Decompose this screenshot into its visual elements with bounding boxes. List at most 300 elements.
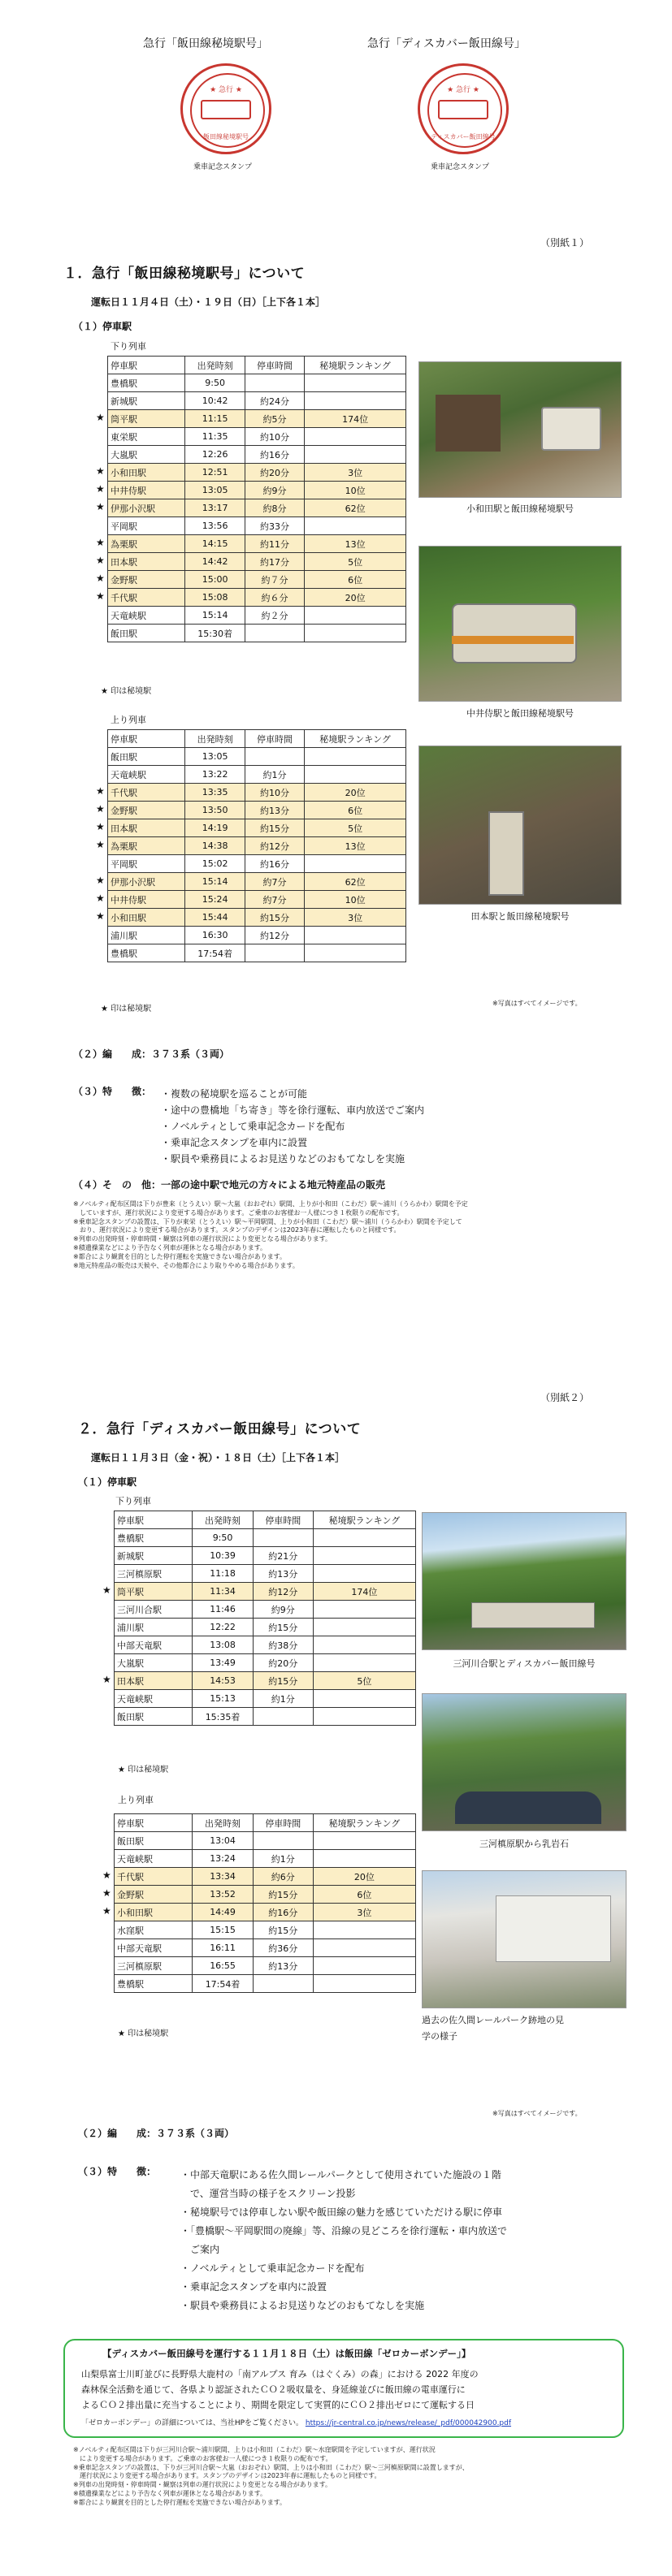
table-row (115, 1850, 416, 1868)
table-cell: 天竜峡駅 (108, 607, 185, 625)
table-cell: 飯田駅 (108, 748, 185, 766)
table-row (108, 819, 406, 837)
photo-sakuma (422, 1870, 626, 2008)
note-line: 運行状況により変更する場合があります。スタンプのデザインは2023年春に運転したものと同様です。 (73, 2472, 381, 2480)
table-row (115, 1619, 416, 1636)
table-cell: 17:54着 (185, 944, 245, 962)
table-row (108, 535, 406, 553)
table-cell: 約13分 (253, 1565, 313, 1583)
table-cell: 62位 (305, 499, 406, 517)
table-cell: 小和田駅 (108, 909, 185, 927)
table-cell: 約11分 (245, 535, 304, 553)
table-cell: 20位 (305, 784, 406, 802)
table-cell: 13:04 (193, 1832, 253, 1850)
table-cell (245, 625, 304, 642)
table-cell: 飯田駅 (108, 625, 185, 642)
table-cell: 174位 (305, 410, 406, 428)
table-row (115, 1939, 416, 1957)
hidden-station-star-icon: ★ (96, 590, 105, 602)
table-cell: 三河槙原駅 (115, 1565, 193, 1583)
table-row (108, 909, 406, 927)
table-cell (313, 1708, 415, 1726)
table-cell: 中井侍駅 (108, 482, 185, 499)
table-cell: 天竜峡駅 (115, 1690, 193, 1708)
feature-item: ・乗車記念スタンプを車内に設置 (180, 2281, 327, 2293)
table-row (108, 784, 406, 802)
table-header-row (108, 357, 406, 374)
table-cell: 約16分 (245, 855, 304, 873)
table-cell: 天竜峡駅 (115, 1850, 193, 1868)
hidden-station-star-icon: ★ (96, 821, 105, 832)
table-cell: 15:14 (185, 873, 245, 891)
table-cell: 浦川駅 (115, 1619, 193, 1636)
section1-up-table (107, 729, 406, 962)
table-cell: 17:54着 (193, 1975, 253, 1993)
table-cell: 約17分 (245, 553, 304, 571)
section1-annex: （別紙１） (540, 237, 590, 249)
table-cell: 金野駅 (108, 571, 185, 589)
note-line: していますが、運行状況により変更する場合があります。ご乗車のお客様お一人様につき１枚限りの配布です。 (73, 1208, 404, 1217)
photo-kowada (418, 361, 622, 498)
zero-carbon-link[interactable]: https://jr-central.co.jp/news/release/_pdf/000042900.pdf (305, 2419, 512, 2427)
table-cell: 約２分 (245, 607, 304, 625)
table-cell: 10位 (305, 891, 406, 909)
table-cell: 174位 (313, 1583, 415, 1601)
table-cell (305, 392, 406, 410)
table-cell: 小和田駅 (108, 464, 185, 482)
table-cell: 11:34 (193, 1583, 253, 1601)
table-cell: 約10分 (245, 428, 304, 446)
section2-title: ２．急行「ディスカバー飯田線号」について (78, 1421, 362, 1437)
table-cell: 中井侍駅 (108, 891, 185, 909)
table-row (115, 1654, 416, 1672)
table-cell: 約6分 (253, 1868, 313, 1886)
table-cell: 新城駅 (115, 1547, 193, 1565)
table-cell: 13:35 (185, 784, 245, 802)
feature-item: で、運営当時の様子をスクリーン投影 (180, 2188, 356, 2199)
hidden-station-star-icon: ★ (96, 465, 105, 477)
table-cell: 約６分 (245, 589, 304, 607)
table-cell: 13:34 (193, 1868, 253, 1886)
table-cell: 5位 (313, 1672, 415, 1690)
table-cell (305, 927, 406, 944)
table-cell: 田本駅 (115, 1672, 193, 1690)
section2-up-label: 上り列車 (118, 1795, 154, 1805)
table-cell: 62位 (305, 873, 406, 891)
table-cell: 15:35着 (193, 1708, 253, 1726)
table-cell: 金野駅 (108, 802, 185, 819)
table-cell: 中部天竜駅 (115, 1939, 193, 1957)
table-cell: 約10分 (245, 784, 304, 802)
zero-carbon-link-prefix: 「ゼロカーボンデー」の詳細については、当社HPをご覧ください。 (81, 2419, 304, 2427)
table-cell (245, 374, 304, 392)
table-header-cell: 出発時刻 (185, 730, 245, 748)
table-header-cell: 停車駅 (108, 357, 185, 374)
feature-item: ・駅員や乗務員によるお見送りなどのおもてなしを実施 (180, 2300, 425, 2311)
note-line: ※積遺操業などにより予告なく列車が運休となる場合があります。 (73, 2489, 267, 2497)
table-cell: 伊那小沢駅 (108, 873, 185, 891)
table-row (108, 607, 406, 625)
section2-features-heading: （３）特 徴： (78, 2166, 157, 2177)
table-cell: 13:52 (193, 1886, 253, 1904)
feature-item: ・ノベルティとして乗車記念カードを配布 (161, 1121, 345, 1132)
table-cell: 6位 (305, 571, 406, 589)
table-cell: 13位 (305, 535, 406, 553)
table-cell: 豊橋駅 (108, 374, 185, 392)
note-line: ※乗車記念スタンプの設置は、下りが三河川合駅〜大嵐（おおぞれ）駅間、上りは小和田（こわだ）駅〜三河槙原駅間に設置しますが、 (73, 2463, 469, 2471)
table-row (108, 766, 406, 784)
hidden-station-star-icon: ★ (96, 483, 105, 495)
note-line: ※ノベルティ配布区間は下りが豊来（とうえい）駅〜大嵐（おおぞれ）駅間、上りが小和田（こわだ）駅〜浦川（うらかわ）駅間を予定 (73, 1200, 468, 1208)
table-row (108, 410, 406, 428)
table-cell: 11:46 (193, 1601, 253, 1619)
table-cell: 豊橋駅 (115, 1529, 193, 1547)
zero-carbon-text (81, 2366, 479, 2413)
table-cell: 5位 (305, 553, 406, 571)
table-row (108, 446, 406, 464)
table-cell: 14:38 (185, 837, 245, 855)
section1-down-table (107, 356, 406, 642)
table-row (108, 517, 406, 535)
table-cell: 水窪駅 (115, 1921, 193, 1939)
table-cell: 約7分 (245, 873, 304, 891)
note-line: ※都合により観賞を目的とした停行運転を実施できない場合があります。 (73, 1252, 287, 1260)
table-row (108, 499, 406, 517)
table-header-cell: 停車時間 (245, 357, 304, 374)
note-line: ※列車の出発時刻・停車時間・観察は列車の運行状況により変更となる場合があります。 (73, 2481, 332, 2489)
section1-photo-note: ※写真はすべてイメージです。 (492, 1000, 582, 1007)
table-cell (313, 1565, 415, 1583)
table-cell (305, 766, 406, 784)
caption-tamoto: 田本駅と飯田線秘境駅号 (470, 911, 570, 922)
section1-features-heading: （３）特 徴： (73, 1086, 152, 1097)
table-cell (245, 944, 304, 962)
stamp1-label: 乗車記念スタンプ (193, 163, 253, 171)
table-cell: 14:15 (185, 535, 245, 553)
table-cell: 約1分 (253, 1690, 313, 1708)
table-cell (305, 428, 406, 446)
table-cell: 約9分 (253, 1601, 313, 1619)
table-cell: 10:39 (193, 1547, 253, 1565)
section1-features (161, 1086, 424, 1167)
table-header-cell: 停車時間 (253, 1511, 313, 1529)
caption-kowada: 小和田駅と飯田線秘境駅号 (466, 504, 574, 514)
hidden-station-star-icon: ★ (96, 893, 105, 904)
zero-carbon-line: 山梨県富士川町並びに長野県大鹿村の「南アルプス 育み（はぐくみ）の森」における 2022 年度の (81, 2369, 479, 2379)
table-row (115, 1868, 416, 1886)
train2-title: 急行「ディスカバー飯田線号」 (367, 37, 526, 50)
table-cell: 約15分 (253, 1619, 313, 1636)
table-cell: 9:50 (193, 1529, 253, 1547)
table-cell: 3位 (313, 1904, 415, 1921)
table-cell (313, 1850, 415, 1868)
table-cell: 為栗駅 (108, 837, 185, 855)
table-cell: 約16分 (253, 1904, 313, 1921)
table-cell: 13位 (305, 837, 406, 855)
table-cell: 約20分 (253, 1654, 313, 1672)
table-cell: 約8分 (245, 499, 304, 517)
table-cell: 田本駅 (108, 553, 185, 571)
section1-title: １．急行「飯田線秘境駅号」について (63, 266, 306, 282)
table-cell: 3位 (305, 909, 406, 927)
table-cell: 9:50 (185, 374, 245, 392)
table-cell: 約７分 (245, 571, 304, 589)
table-cell: 約12分 (245, 837, 304, 855)
table-row (115, 1921, 416, 1939)
table-cell: 15:44 (185, 909, 245, 927)
section1-up-label: 上り列車 (111, 715, 146, 725)
table-row (108, 748, 406, 766)
hidden-station-star-icon: ★ (96, 573, 105, 584)
table-cell: 14:49 (193, 1904, 253, 1921)
table-cell: 約33分 (245, 517, 304, 535)
table-cell: 約9分 (245, 482, 304, 499)
table-row (108, 374, 406, 392)
table-row (115, 1957, 416, 1975)
section1-down-label: 下り列車 (111, 341, 146, 352)
caption-nakaisamurai: 中井侍駅と飯田線秘境駅号 (466, 708, 574, 719)
hidden-station-star-icon: ★ (96, 501, 105, 512)
table-cell: 約15分 (245, 819, 304, 837)
table-cell (313, 1619, 415, 1636)
table-cell: 3位 (305, 464, 406, 482)
stamp2-image: ★ 急行 ★ ディスカバー飯田線号 (418, 63, 509, 154)
table-cell: 千代駅 (108, 784, 185, 802)
table-cell: 5位 (305, 819, 406, 837)
feature-item: ・秘境駅号では停車しない駅や飯田線の魅力を感じていただける駅に停車 (180, 2206, 503, 2218)
feature-item: ・「豊橋駅〜平岡駅間の廃線」等、沿線の見どころを徐行運転・車内放送で (180, 2225, 508, 2237)
table-cell: 伊那小沢駅 (108, 499, 185, 517)
table-cell: 6位 (305, 802, 406, 819)
table-cell: 約13分 (253, 1957, 313, 1975)
table-cell: 13:22 (185, 766, 245, 784)
table-cell: 10:42 (185, 392, 245, 410)
section2-stops-heading: （１）停車駅 (78, 1476, 137, 1488)
table-cell: 筒平駅 (108, 410, 185, 428)
table-cell: 約15分 (253, 1886, 313, 1904)
table-row (108, 855, 406, 873)
table-header-cell: 秘境駅ランキング (313, 1511, 415, 1529)
table-header-cell: 出発時刻 (185, 357, 245, 374)
table-header-cell: 停車駅 (108, 730, 185, 748)
table-cell: 6位 (313, 1886, 415, 1904)
hidden-station-star-icon: ★ (96, 555, 105, 566)
table-row (115, 1529, 416, 1547)
table-cell: 12:26 (185, 446, 245, 464)
table-cell: 豊橋駅 (108, 944, 185, 962)
table-cell: 中部天竜駅 (115, 1636, 193, 1654)
table-cell (305, 944, 406, 962)
table-cell: 10位 (305, 482, 406, 499)
table-row (115, 1583, 416, 1601)
table-cell: 15:14 (185, 607, 245, 625)
feature-item: ・ノベルティとして乗車記念カードを配布 (180, 2263, 365, 2274)
table-cell: 約20分 (245, 464, 304, 482)
note-line: ※都合により観賞を目的とした停行運転を実施できない場合があります。 (73, 2498, 287, 2506)
table-row (115, 1547, 416, 1565)
hidden-station-star-icon: ★ (102, 1584, 111, 1596)
table-cell: 出発時刻 (193, 1814, 253, 1832)
table-header-cell: 出発時刻 (193, 1511, 253, 1529)
table-cell (305, 374, 406, 392)
hidden-station-star-icon: ★ (96, 785, 105, 797)
table-row (115, 1708, 416, 1726)
table-cell: 三河川合駅 (115, 1601, 193, 1619)
table-cell: 20位 (305, 589, 406, 607)
feature-item: ・中部天竜駅にある佐久間レールパークとして使用されていた施設の１階 (180, 2169, 501, 2181)
table-cell: 平岡駅 (108, 855, 185, 873)
table-row (115, 1636, 416, 1654)
table-row (108, 428, 406, 446)
hidden-station-star-icon: ★ (102, 1905, 111, 1917)
table-cell: 15:13 (193, 1690, 253, 1708)
stamp1-image: ★ 急行 ★ 飯田線秘境駅号 (180, 63, 271, 154)
table-cell (305, 855, 406, 873)
section1-other: （４）そ の 他：一部の途中駅で地元の方々による地元特産品の販売 (73, 1179, 386, 1191)
table-cell: 新城駅 (108, 392, 185, 410)
table-cell: 16:11 (193, 1939, 253, 1957)
table-cell: 小和田駅 (115, 1904, 193, 1921)
table-row (108, 625, 406, 642)
table-cell: 13:17 (185, 499, 245, 517)
table-cell (305, 446, 406, 464)
table-cell (305, 748, 406, 766)
table-cell: 約38分 (253, 1636, 313, 1654)
hidden-station-star-icon: ★ (96, 537, 105, 548)
table-header-cell: 停車時間 (245, 730, 304, 748)
table-cell: 14:53 (193, 1672, 253, 1690)
section2-down-label: 下り列車 (115, 1496, 151, 1506)
table-cell (253, 1832, 313, 1850)
hidden-station-star-icon: ★ (96, 839, 105, 850)
note-line: ※地元特産品の販売は天候や、その他都合により取りやめる場合があります。 (73, 1261, 299, 1269)
feature-item: ・複数の秘境駅を巡ることが可能 (161, 1088, 308, 1100)
note-line: ※積遺操業などにより予告なく列車が運休となる場合があります。 (73, 1243, 267, 1251)
table-cell: 田本駅 (108, 819, 185, 837)
table-row (108, 589, 406, 607)
table-cell: 約16分 (245, 446, 304, 464)
table-cell: 15:30着 (185, 625, 245, 642)
table-cell: 三河槙原駅 (115, 1957, 193, 1975)
feature-item: ご案内 (180, 2244, 220, 2255)
section2-legend: ★ 印は秘境駅 (118, 1766, 169, 1774)
table-cell: 筒平駅 (115, 1583, 193, 1601)
table-cell: 停車駅 (115, 1814, 193, 1832)
table-cell: 約12分 (253, 1583, 313, 1601)
hidden-station-star-icon: ★ (96, 412, 105, 423)
table-row (108, 927, 406, 944)
hidden-station-star-icon: ★ (102, 1887, 111, 1899)
table-cell (245, 748, 304, 766)
section2-schedule: 運転日１１月３日（金・祝）・１８日（土）［上下各１本］ (91, 1452, 345, 1463)
table-cell: 秘境駅ランキング (313, 1814, 415, 1832)
table-row (108, 464, 406, 482)
zero-carbon-line: よるＣＯ２排出量に充当することにより、期間を限定して実質的にＣＯ２排出ゼロにて運転する日 (81, 2400, 475, 2410)
table-cell: 12:22 (193, 1619, 253, 1636)
table-cell: 12:51 (185, 464, 245, 482)
table-row (108, 873, 406, 891)
table-cell: 為栗駅 (108, 535, 185, 553)
caption-nyuiwa: 三河槙原駅から乳岩石 (479, 1839, 569, 1849)
caption-mikawakawai: 三河川合駅とディスカバー飯田線号 (453, 1658, 596, 1669)
table-cell (305, 607, 406, 625)
table-cell: 13:50 (185, 802, 245, 819)
stamp1-text: 飯田線秘境駅号 (203, 133, 249, 140)
hidden-station-star-icon: ★ (96, 803, 105, 815)
zero-carbon-line: 森林保全活動を通じて、各県より認証されたＣＯ２吸収量を、身延線並びに飯田線の電車運行に (81, 2384, 466, 2395)
table-cell: 飯田駅 (115, 1832, 193, 1850)
table-cell (313, 1636, 415, 1654)
section1-legend: ★ 印は秘境駅 (101, 687, 152, 696)
table-cell: 飯田駅 (115, 1708, 193, 1726)
train1-title: 急行「飯田線秘境駅号」 (143, 37, 268, 50)
table-row (108, 944, 406, 962)
section2-legend-up: ★ 印は秘境駅 (118, 2029, 169, 2038)
table-cell (313, 1957, 415, 1975)
hidden-station-star-icon: ★ (96, 875, 105, 886)
table-cell: 13:05 (185, 482, 245, 499)
table-row (115, 1975, 416, 1993)
table-cell: 大嵐駅 (115, 1654, 193, 1672)
table-cell: 13:24 (193, 1850, 253, 1868)
table-cell: 約13分 (245, 802, 304, 819)
section2-up-table (114, 1813, 416, 1993)
table-cell (313, 1690, 415, 1708)
table-cell: 約1分 (253, 1850, 313, 1868)
hidden-station-star-icon: ★ (102, 1869, 111, 1881)
table-row (115, 1690, 416, 1708)
table-cell (305, 517, 406, 535)
table-header-row (108, 730, 406, 748)
note-line: おり、運行状況により変更する場合があります。スタンプのデザインは2023年春に運転したものと同様です。 (73, 1226, 401, 1234)
table-cell (313, 1921, 415, 1939)
table-cell: 14:42 (185, 553, 245, 571)
hidden-station-star-icon: ★ (96, 910, 105, 922)
table-cell: 13:08 (193, 1636, 253, 1654)
table-cell (305, 625, 406, 642)
table-cell: 平岡駅 (108, 517, 185, 535)
section1-stops-heading: （１）停車駅 (73, 321, 132, 332)
zero-carbon-link-line (81, 2417, 511, 2427)
table-cell (313, 1975, 415, 1993)
table-row (115, 1565, 416, 1583)
section2-annex: （別紙２） (540, 1392, 590, 1403)
table-row (115, 1601, 416, 1619)
photo-nyuiwa (422, 1693, 626, 1831)
table-header-cell: 秘境駅ランキング (305, 730, 406, 748)
table-row (108, 802, 406, 819)
feature-item: ・駅員や乗務員によるお見送りなどのおもてなしを実施 (161, 1153, 405, 1165)
table-cell: 約36分 (253, 1939, 313, 1957)
table-header-row (115, 1511, 416, 1529)
table-cell (313, 1654, 415, 1672)
note-line: ※ノベルティ配布区間は下りが三河川合駅〜浦川駅間、上りは小和田（こわだ）駅〜水窪駅間を予定していますが、運行状況 (73, 2446, 436, 2453)
section2-down-table (114, 1511, 416, 1726)
note-line: ※乗車記念スタンプの設置は、下りが東栄（とうえい）駅〜平岡駅間、上りが小和田（こわだ）駅〜浦川（うらかわ）駅間を予定して (73, 1217, 462, 1225)
table-cell (313, 1832, 415, 1850)
table-cell: 13:56 (185, 517, 245, 535)
table-cell: 11:18 (193, 1565, 253, 1583)
table-cell: 13:49 (193, 1654, 253, 1672)
table-cell: 約5分 (245, 410, 304, 428)
table-cell: 浦川駅 (108, 927, 185, 944)
zero-carbon-title: 【ディスカバー飯田線号を運行する１１月１８日（土）は飯田線「ゼロカーボンデー」】 (102, 2348, 471, 2359)
photo-mikawakawai (422, 1512, 626, 1650)
table-cell: 14:19 (185, 819, 245, 837)
hidden-station-star-icon: ★ (102, 1674, 111, 1685)
table-cell: 千代駅 (115, 1868, 193, 1886)
table-cell: 天竜峡駅 (108, 766, 185, 784)
